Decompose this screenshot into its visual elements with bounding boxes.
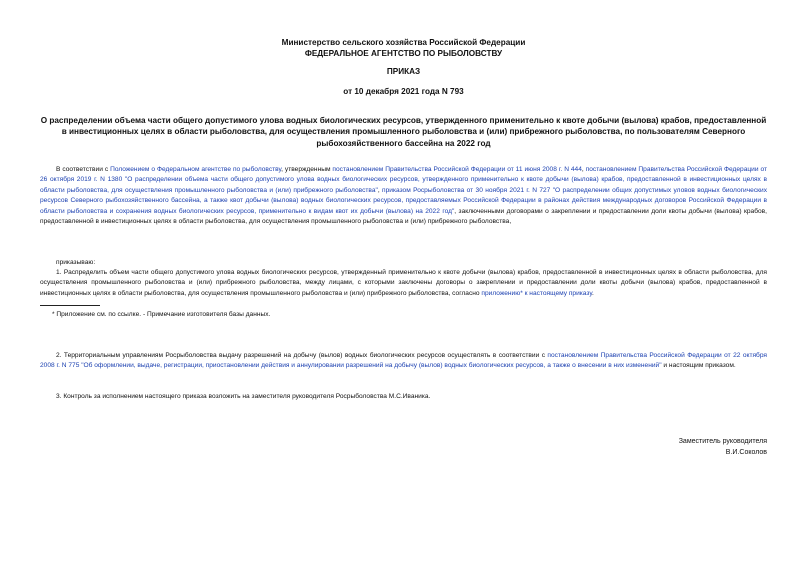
- document-header: [0, 37, 807, 59]
- order-item-1: [40, 268, 767, 299]
- item1-text-1: 1. Распределить объем части общего допустимого улова водных биологических ресурсов, утвержденный применительно к квоте добычи (вылова) крабов, предоставленной в инвестиционных целях в области рыболовства, для осуществления промышленного рыболовства и (или) прибрежного рыболовства, между лицами, с которыми заключены договоры о закреплении и предоставлении доли квоты добычи (вылова) крабов, предоставленной в инвестиционных целях в области рыболовства, для осуществления промышленного рыболовства и (или) прибрежного рыболовства, согласно: [40, 269, 767, 297]
- order-word: приказываю:: [56, 259, 96, 266]
- preamble-text-4: ,: [377, 186, 383, 194]
- link-government-decree-444[interactable]: постановлением Правительства Российской Федерации от 11 июня 2008 г. N 444: [332, 166, 582, 173]
- signatory-position: Заместитель руководителя: [678, 438, 767, 445]
- footnote-divider: [40, 305, 100, 306]
- document-date-number: от 10 декабря 2021 года N 793: [343, 87, 464, 96]
- document-subject: О распределении объема части общего допустимого улова водных биологических ресурсов, утвержденного применительно к квоте добычи (вылова) крабов, предоставленной в инвестиционных целях в области рыболовства, для осуществления промышленного рыболовства и (или) прибрежного рыболовства, по пользователям Северного рыбохозяйственного бассейна на 2022 год: [40, 116, 767, 148]
- preamble-text-3: ,: [581, 166, 586, 173]
- link-government-decree-775[interactable]: постановлением Правительства Российской Федерации от 22 октября 2008 г. N 775 "Об оформлении, выдаче, регистрации, приостановлении действия и аннулировании разрешений на добычу (вылов) водных биологических ресурсов, а также о внесении в них изменений": [40, 352, 767, 370]
- document-type: ПРИКАЗ: [386, 67, 421, 76]
- preamble-text-5: , заключенными договорами о закреплении и предоставлении доли квоты добычи (вылова) крабов, предоставленной в инвестиционных целях в области рыболовства, для осуществления промышленного рыболовства и (или) прибрежного рыболовства,: [40, 207, 767, 226]
- ministry-name: Министерство сельского хозяйства Российской Федерации: [281, 38, 526, 47]
- signatory-name: В.И.Соколов: [725, 449, 767, 456]
- item2-text-2: и настоящим приказом.: [661, 362, 736, 370]
- signature-block: [679, 436, 767, 458]
- order-item-2: [40, 351, 767, 372]
- link-agency-regulation[interactable]: Положением о Федеральном агентстве по рыболовству: [110, 166, 282, 173]
- item2-text-1: 2. Территориальным управлениям Росрыболовства выдачу разрешений на добычу (вылов) водных биологических ресурсов осуществлять в соответствии с: [56, 352, 548, 359]
- agency-name: ФЕДЕРАЛЬНОЕ АГЕНТСТВО ПО РЫБОЛОВСТВУ: [304, 49, 503, 58]
- footnote: * Приложение см. по ссылке. - Примечание изготовителя базы данных.: [52, 311, 271, 318]
- item1-text-2: .: [591, 289, 594, 297]
- link-order-727[interactable]: приказом Росрыболовства от 30 ноября 2021 г. N 727 "О распределении общих допустимых уловов водных биологических ресурсов Северного рыбохозяйственного бассейна, а также квот добычи (вылова) водных биологических ресурсов, предоставляемых Российской Федерации в районах действия международных договоров Российской Федерации в области рыболовства и сохранения водных биологических ресурсов, применительно к видам квот их добычи (вылова) на 2022 год": [40, 186, 767, 215]
- order-item-3: 3. Контроль за исполнением настоящего приказа возложить на заместителя руководителя Росрыболовства М.С.Иваника.: [56, 393, 431, 400]
- preamble-paragraph: [40, 165, 767, 227]
- preamble-text-1: В соответствии с: [56, 166, 111, 173]
- link-appendix[interactable]: приложению* к настоящему приказу: [481, 289, 592, 297]
- link-government-decree-1380[interactable]: постановлением Правительства Российской Федерации от 26 октября 2019 г. N 1380 "О распределении объема части общего допустимого улова водных биологических ресурсов, утвержденного применительно к квоте добычи (вылова) крабов, предоставленной в инвестиционных целях в области рыболовства, для осуществления промышленного рыболовства и (или) прибрежного рыболовства": [40, 166, 767, 194]
- preamble-text-2: , утвержденным: [281, 166, 333, 173]
